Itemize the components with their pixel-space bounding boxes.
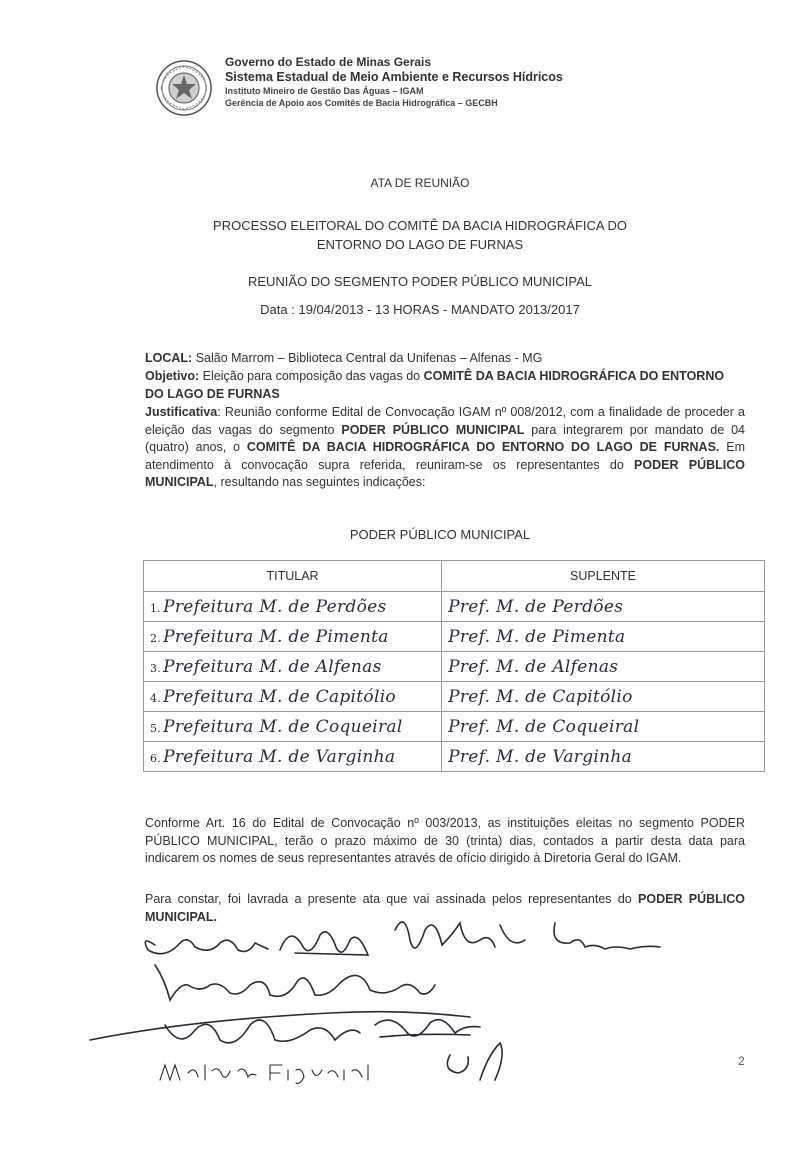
titular-cell — [144, 622, 442, 652]
titular-cell — [144, 592, 442, 622]
objective-text: Eleição para composição das vagas do — [199, 369, 424, 383]
column-suplente: SUPLENTE — [442, 561, 765, 592]
titular-cell — [144, 742, 442, 772]
suplente-cell — [442, 742, 765, 772]
suplente-name: Pref. M. de Alfenas — [448, 656, 619, 677]
process-title-line2: ENTORNO DO LAGO DE FURNAS — [316, 237, 524, 252]
titular-name: Prefeitura M. de Alfenas — [163, 656, 382, 677]
signature-marluce — [160, 1065, 368, 1083]
titular-name: Prefeitura M. de Coqueiral — [163, 716, 403, 737]
table-row — [144, 712, 765, 742]
table-title: PODER PÚBLICO MUNICIPAL — [349, 527, 531, 542]
local-paragraph — [145, 350, 745, 368]
signature-scribble-1 — [280, 932, 368, 955]
objective-label: Objetivo: — [145, 369, 200, 383]
table-row — [144, 742, 765, 772]
constar-bold: PODER PÚBLICO MUNICIPAL. — [145, 892, 745, 924]
signature-adao — [395, 922, 660, 949]
letterhead-system: Sistema Estadual de Meio Ambiente e Recursos Hídricos — [225, 70, 563, 84]
column-titular: TITULAR — [144, 561, 442, 592]
suplente-name: Pref. M. de Pimenta — [448, 626, 626, 647]
meeting-title: REUNIÃO DO SEGMENTO PODER PÚBLICO MUNICIPAL — [247, 274, 593, 289]
suplente-cell — [442, 712, 765, 742]
signature-scribble-3 — [375, 1020, 480, 1037]
signature-alvarenga — [145, 940, 268, 954]
letterhead-government: Governo do Estado de Minas Gerais — [225, 55, 432, 69]
suplente-name: Pref. M. de Coqueiral — [448, 716, 640, 737]
letterhead — [155, 55, 715, 125]
justification-text-2: para integrarem por mandato de 04 (quatro) anos, o — [145, 422, 745, 454]
titular-name: Prefeitura M. de Capitólio — [163, 686, 396, 707]
row-number: 1. — [150, 601, 162, 615]
suplente-cell — [442, 682, 765, 712]
signature-initials — [447, 1043, 502, 1080]
titular-cell — [144, 652, 442, 682]
justification-paragraph — [145, 404, 745, 492]
justification-label: Justificativa — [145, 405, 218, 419]
row-number: 2. — [150, 631, 162, 645]
table-row — [144, 652, 765, 682]
titular-cell — [144, 682, 442, 712]
suplente-cell — [442, 622, 765, 652]
signature-vicente — [155, 965, 435, 1000]
state-coat-of-arms-icon — [155, 59, 213, 117]
titular-name: Prefeitura M. de Pimenta — [163, 626, 389, 647]
suplente-name: Pref. M. de Perdões — [448, 596, 624, 617]
conforme-paragraph: Conforme Art. 16 do Edital de Convocação nº 003/2013, as instituições eleitas no segmento PODER PÚBLICO MUNICIPAL, terão o prazo máximo de 30 (trinta) dias, contados a partir desta data para indicarem os nomes de seus representantes através de ofício dirigido à Diretoria Geral do IGAM. — [145, 816, 745, 865]
suplente-name: Pref. M. de Capitólio — [448, 686, 633, 707]
justification-bold-2: COMITÊ DA BACIA HIDROGRÁFICA DO ENTORNO DO LAGO DE FURNAS. — [246, 440, 720, 454]
process-title-line1: PROCESSO ELEITORAL DO COMITÊ DA BACIA HIDROGRÁFICA DO — [213, 218, 627, 233]
suplente-name: Pref. M. de Varginha — [448, 746, 633, 767]
meeting-date: Data : 19/04/2013 - 13 HORAS - MANDATO 2013/2017 — [260, 302, 580, 317]
suplente-cell — [442, 592, 765, 622]
justification-text-4: , resultando nas seguintes indicações: — [213, 475, 426, 489]
titular-cell — [144, 712, 442, 742]
objective-paragraph — [145, 368, 745, 403]
letterhead-institute: Instituto Mineiro de Gestão Das Águas – IGAM — [225, 86, 424, 96]
page-number: 2 — [738, 1054, 745, 1068]
letterhead-management: Gerência de Apoio aos Comitês de Bacia Hidrográfica – GECBH — [225, 98, 498, 108]
process-title — [120, 216, 720, 254]
document-title: ATA DE REUNIÃO — [370, 176, 470, 190]
local-text: Salão Marrom – Biblioteca Central da Unifenas – Alfenas - MG — [192, 351, 543, 365]
justification-text-3: Em atendimento à convocação supra referida, reuniram-se os representantes do — [145, 440, 745, 472]
local-label: LOCAL: — [145, 351, 193, 365]
justification-text-1: : Reunião conforme Edital de Convocação IGAM nº 008/2012, com a finalidade de proceder a eleição das vagas do segmento — [145, 405, 745, 437]
objective-committee: COMITÊ DA BACIA HIDROGRÁFICA DO ENTORNO DO LAGO DE FURNAS — [145, 369, 725, 401]
row-number: 4. — [150, 691, 162, 705]
signatures-area — [70, 905, 750, 1105]
suplente-cell — [442, 652, 765, 682]
table-row — [144, 622, 765, 652]
titular-name: Prefeitura M. de Varginha — [163, 746, 396, 767]
row-number: 5. — [150, 721, 162, 735]
table-row — [144, 682, 765, 712]
justification-bold-3: PODER PÚBLICO MUNICIPAL — [145, 457, 745, 489]
justification-bold-1: PODER PÚBLICO MUNICIPAL — [341, 422, 525, 437]
row-number: 3. — [150, 661, 162, 675]
row-number: 6. — [150, 751, 162, 765]
constar-text: Para constar, foi lavrada a presente ata que vai assinada pelos representantes do — [145, 892, 639, 906]
nominations-table — [143, 560, 765, 772]
table-row — [144, 592, 765, 622]
table-header-row — [144, 561, 765, 592]
titular-name: Prefeitura M. de Perdões — [163, 596, 387, 617]
